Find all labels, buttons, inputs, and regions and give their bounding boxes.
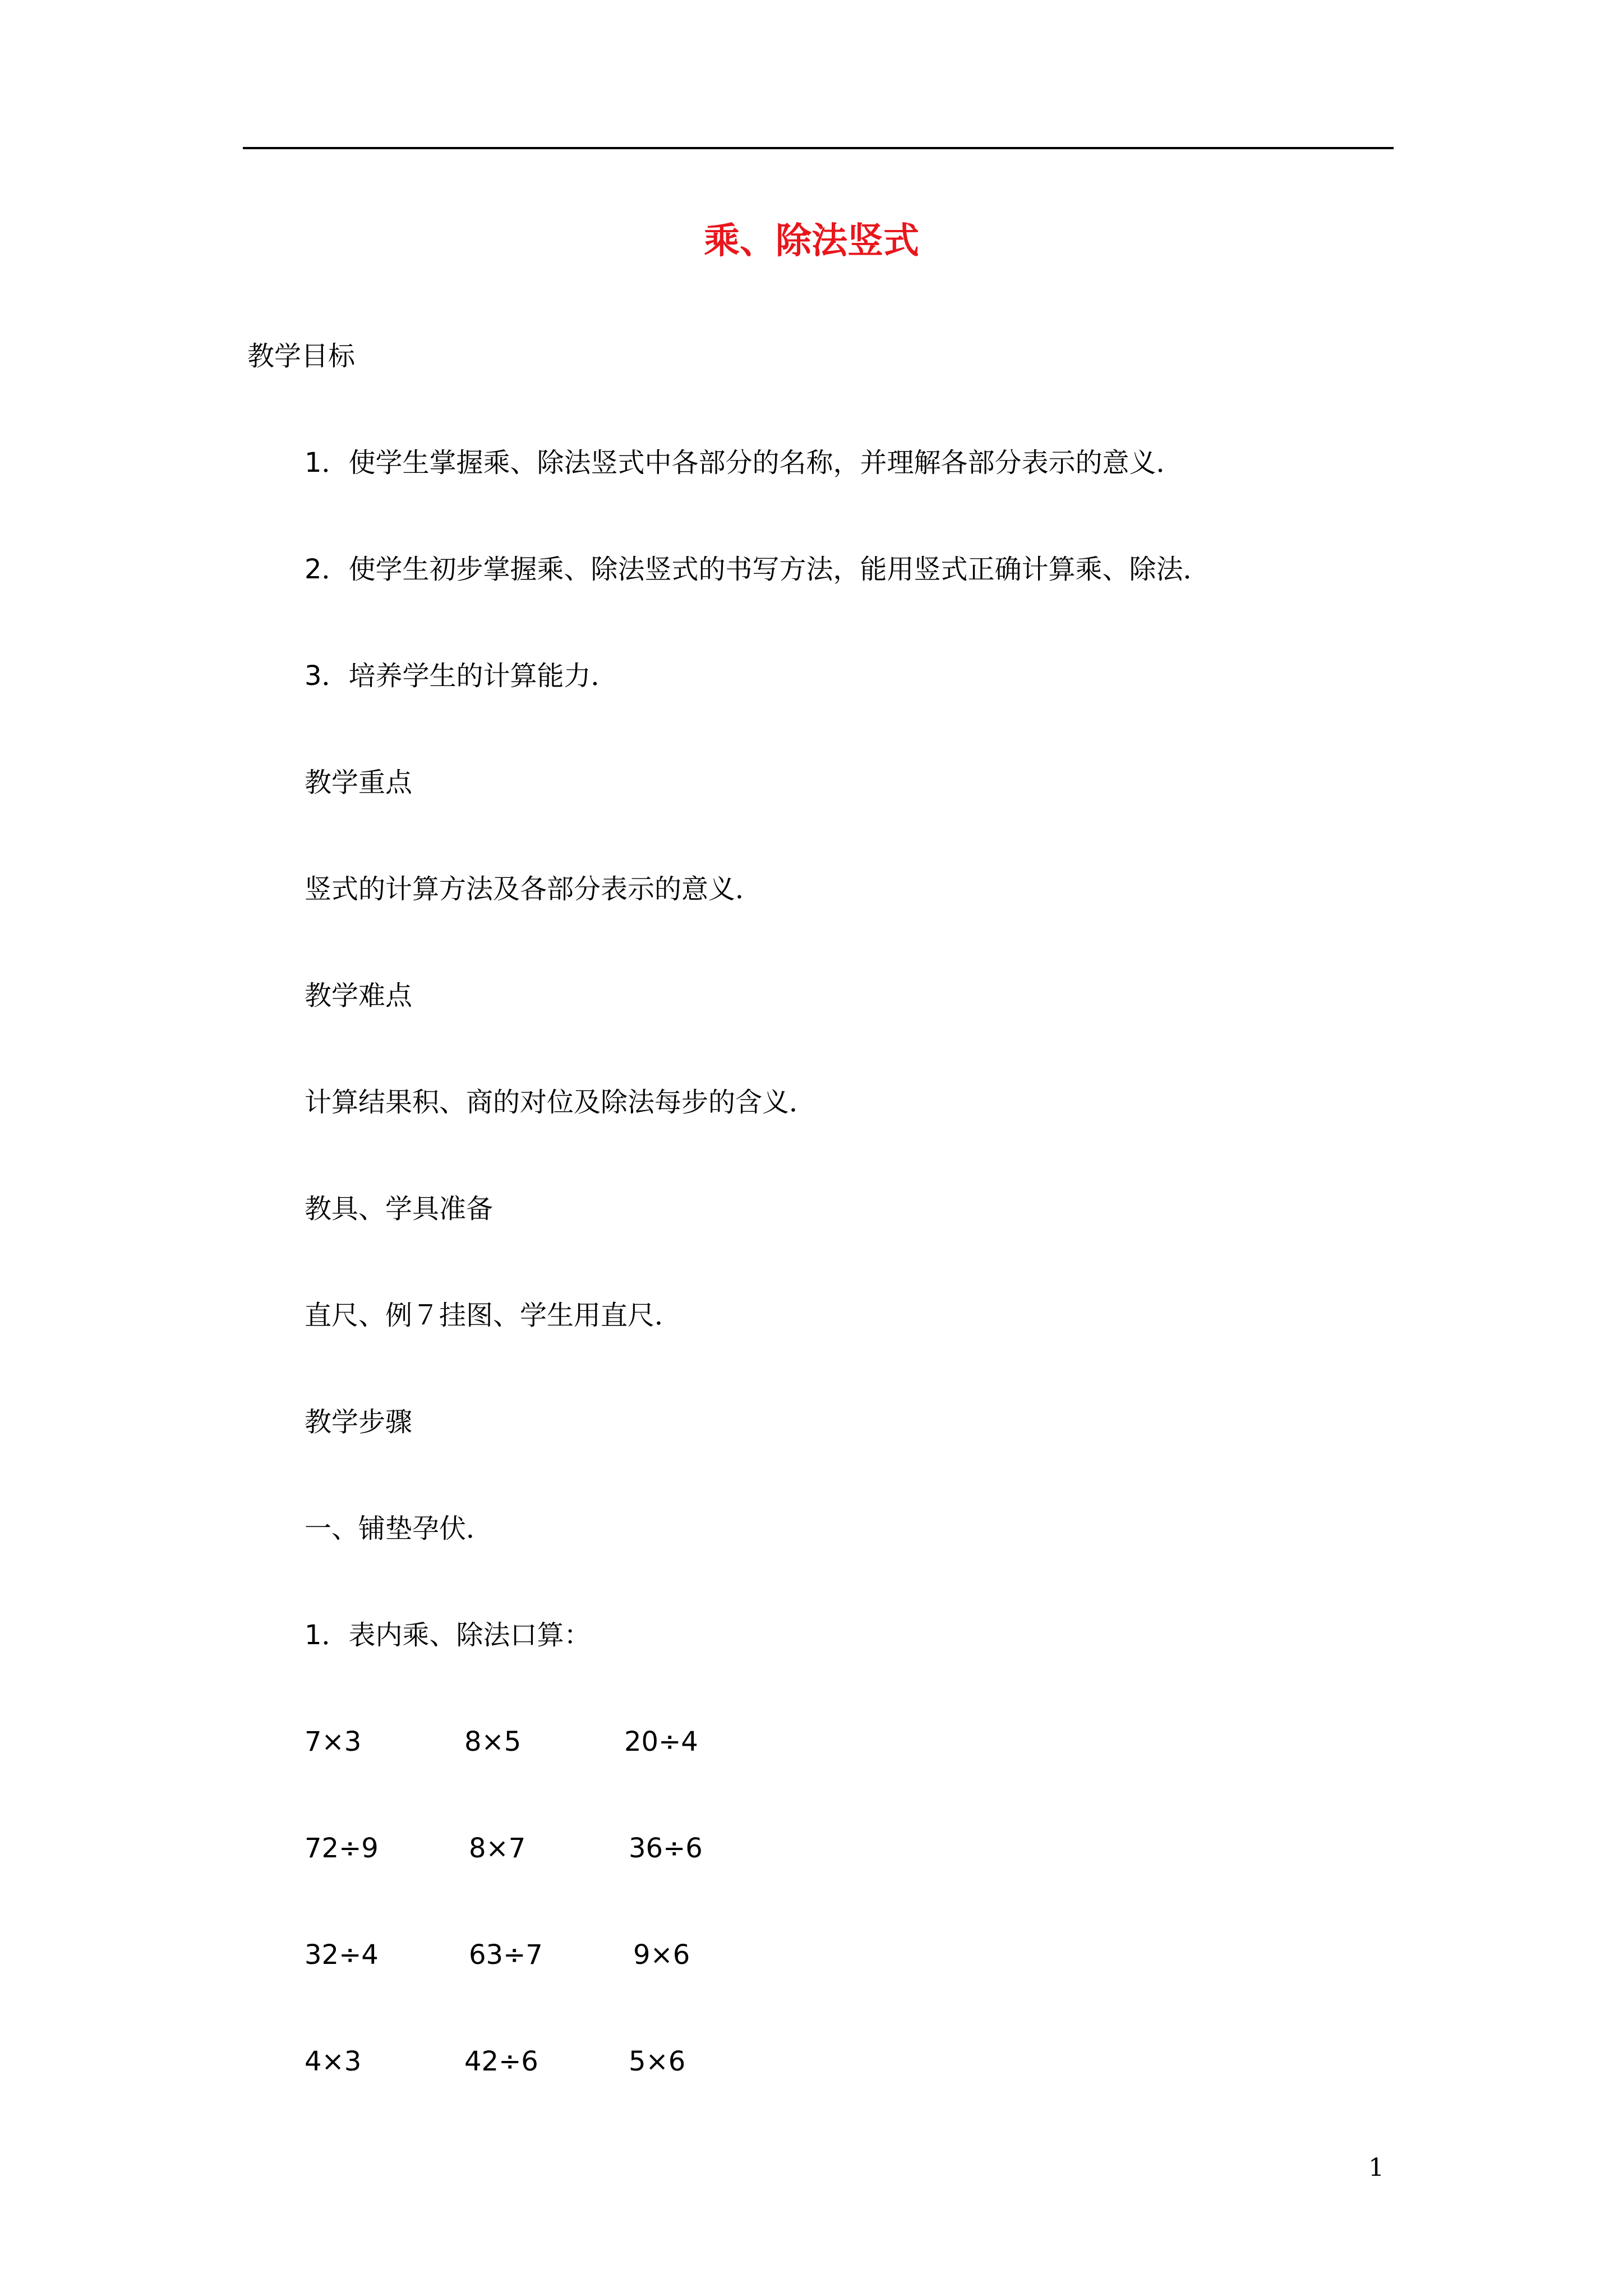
materials-text: 直尺、例７挂图、学生用直尺． — [305, 1300, 682, 1331]
exercise-item: 9×6 — [633, 1939, 690, 1971]
document-title: 乘、除法竖式 — [704, 220, 919, 262]
exercise-row — [305, 1719, 809, 1764]
key-points-text: 竖式的计算方法及各部分表示的意义． — [305, 873, 763, 905]
exercise-row — [305, 1932, 809, 1977]
exercise-item: 42÷6 — [464, 2046, 538, 2077]
exercise-item: 4×3 — [305, 2046, 362, 2077]
exercise-item: 72÷9 — [305, 1833, 379, 1864]
exercise-item: 8×5 — [464, 1726, 522, 1757]
exercise-row — [305, 2039, 809, 2084]
exercise-item: 5×6 — [629, 2046, 686, 2077]
objective-1: 1．使学生掌握乘、除法竖式中各部分的名称，并理解各部分表示的意义． — [305, 447, 1183, 478]
exercise-item: 32÷4 — [305, 1939, 379, 1971]
exercise-row — [305, 1826, 809, 1871]
difficulties-text: 计算结果积、商的对位及除法每步的含义． — [305, 1087, 817, 1118]
exercise-item: 7×3 — [305, 1726, 362, 1757]
objective-3: 3．培养学生的计算能力． — [305, 660, 618, 692]
heading-teaching-objectives: 教学目标 — [247, 341, 356, 372]
step-1-heading: 一、铺垫孕伏． — [305, 1513, 494, 1544]
exercise-heading: 1．表内乘、除法口算： — [305, 1619, 591, 1651]
page-number: 1 — [1368, 2154, 1384, 2182]
exercise-item: 20÷4 — [624, 1726, 698, 1757]
heading-materials: 教具、学具准备 — [305, 1193, 494, 1225]
objective-2: 2．使学生初步掌握乘、除法竖式的书写方法，能用竖式正确计算乘、除法． — [305, 554, 1210, 585]
heading-key-points: 教学重点 — [305, 767, 413, 798]
exercise-item: 8×7 — [469, 1833, 526, 1864]
exercise-item: 63÷7 — [469, 1939, 543, 1971]
heading-difficulties: 教学难点 — [305, 980, 413, 1011]
header-rule — [243, 147, 1394, 149]
heading-steps: 教学步骤 — [305, 1406, 413, 1438]
exercise-item: 36÷6 — [629, 1833, 703, 1864]
